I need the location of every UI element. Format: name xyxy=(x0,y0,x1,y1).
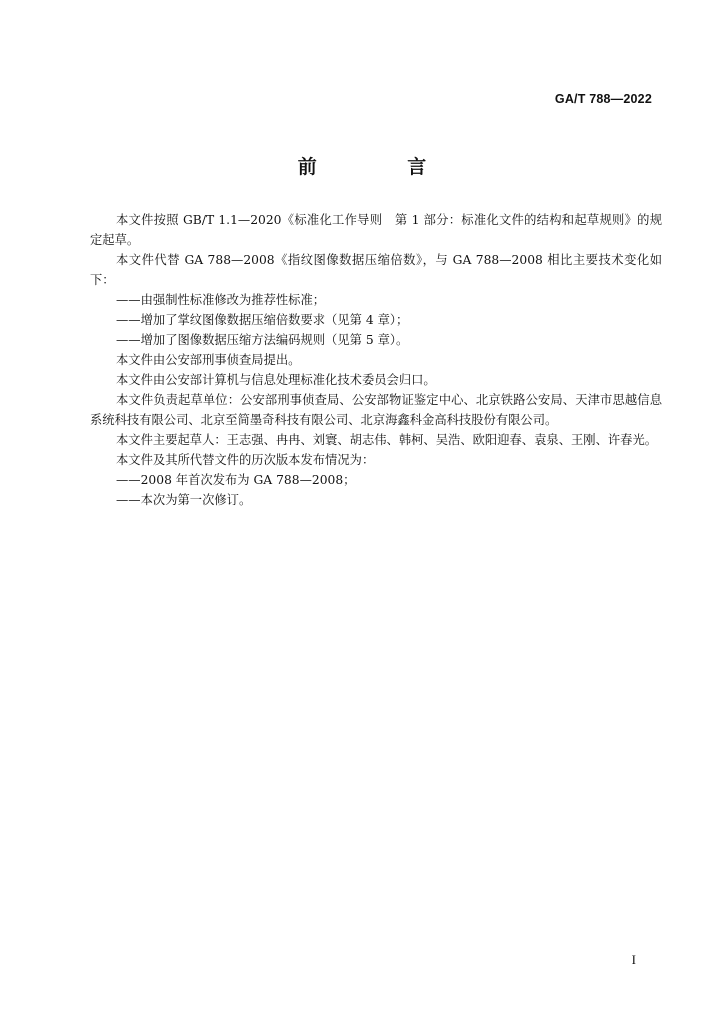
list-item-history: ——本次为第一次修订。 xyxy=(116,493,252,507)
paragraph-drafting-units: 本文件负责起草单位：公安部刑事侦查局、公安部物证鉴定中心、北京铁路公安局、天津市思越信息系统科技有限公司、北京至简墨奇科技有限公司、北京海鑫科金高科技股份有限公司。 xyxy=(90,393,662,427)
list-item-history: ——2008 年首次发布为 GA 788—2008； xyxy=(116,473,356,487)
list-item-change: ——由强制性标准修改为推荐性标准； xyxy=(116,293,326,307)
list-item-change: ——增加了掌纹图像数据压缩倍数要求（见第 4 章）； xyxy=(116,313,409,327)
paragraph-proposed-by: 本文件由公安部刑事侦查局提出。 xyxy=(116,353,301,367)
document-code: GA/T 788—2022 xyxy=(554,92,652,106)
paragraph-centralized-by: 本文件由公安部计算机与信息处理标准化技术委员会归口。 xyxy=(116,373,436,387)
paragraph-history: 本文件及其所代替文件的历次版本发布情况为： xyxy=(116,453,375,467)
paragraph-drafters: 本文件主要起草人：王志强、冉冉、刘寰、胡志伟、韩柯、吴浩、欧阳迎春、袁泉、王刚、许春光。 xyxy=(116,433,658,447)
page-number: I xyxy=(631,952,636,967)
document-body xyxy=(90,210,662,510)
list-item-change: ——增加了图像数据压缩方法编码规则（见第 5 章）。 xyxy=(116,333,409,347)
page-title: 前 言 xyxy=(297,156,469,178)
paragraph-drafting-rules: 本文件按照 GB/T 1.1—2020《标准化工作导则 第 1 部分：标准化文件的结构和起草规则》的规定起草。 xyxy=(90,213,662,247)
paragraph-replaces: 本文件代替 GA 788—2008《指纹图像数据压缩倍数》，与 GA 788—2008 相比主要技术变化如下： xyxy=(90,253,662,287)
